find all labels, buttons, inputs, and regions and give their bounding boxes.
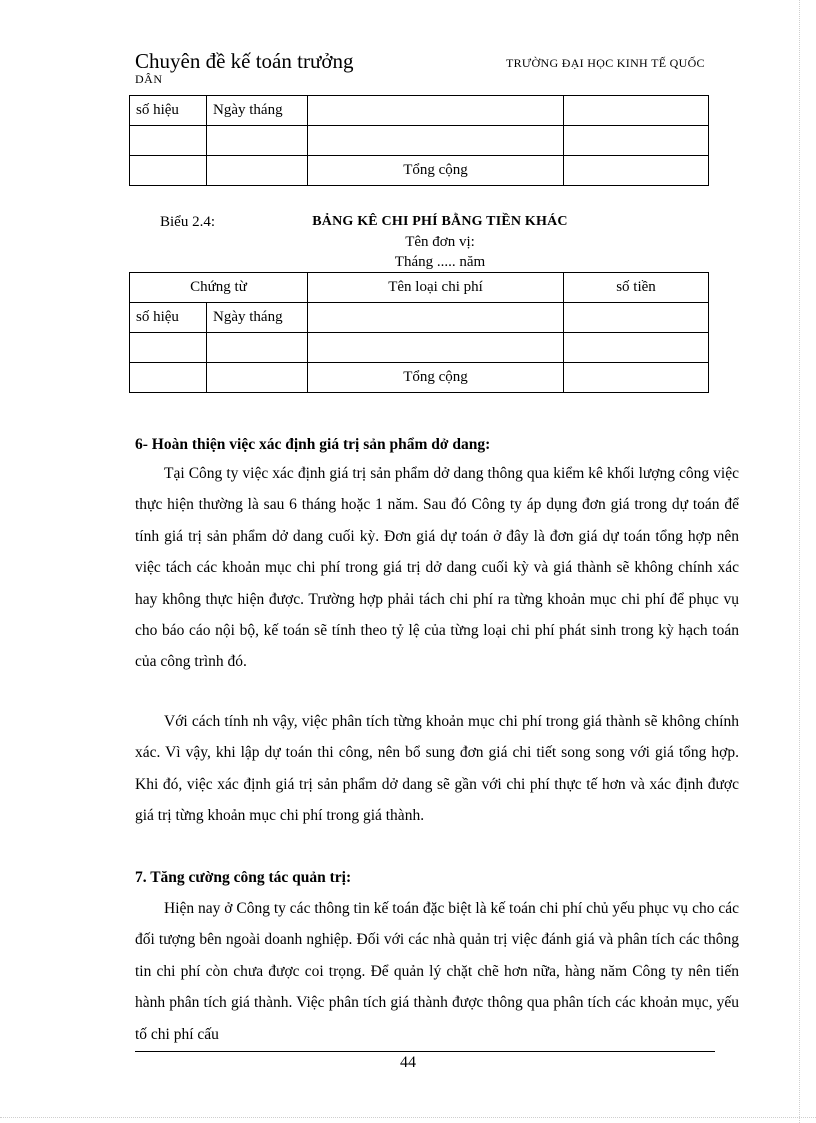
table-cell — [207, 156, 308, 186]
table-row — [130, 96, 709, 126]
table-header-row — [130, 273, 709, 303]
table-cell — [564, 96, 709, 126]
table-row — [130, 363, 709, 393]
total-label: Tổng cộng — [308, 363, 564, 393]
header-title-continuation: DÂN — [135, 72, 163, 86]
table-cell — [130, 363, 207, 393]
table-cell — [564, 333, 709, 363]
table-cell — [564, 363, 709, 393]
section-6-paragraph-1: Tại Công ty việc xác định giá trị sản phẩm dở dang thông qua kiểm kê khối lượng công việc thực hiện thường là sau 6 tháng hoặc 1 năm. Sau đó Công ty áp dụng đơn giá trong dự toán để tính giá trị sản phẩm dở dang cuối kỳ. Đơn giá dự toán ở đây là đơn giá dự toán tổng hợp nên việc tách các khoản mục chi phí trong giá trị dở dang cuối kỳ và giá thành sẽ không chính xác hay không thực hiện được. Trường hợp phải tách chi phí ra từng khoản mục chi phí để phục vụ cho báo cáo nội bộ, kế toán sẽ tính theo tỷ lệ của từng loại chi phí phát sinh trong kỳ hạch toán của công trình đó. — [135, 465, 739, 671]
table-cell — [564, 156, 709, 186]
section-7-paragraph-1: Hiện nay ở Công ty các thông tin kế toán đặc biệt là kế toán chi phí chủ yếu phục vụ cho các đối tượng bên ngoài doanh nghiệp. Đối với các nhà quản trị việc đánh giá và phân tích các thông tin chi phí còn chưa được coi trọng. Để quản lý chặt chẽ hơn nữa, hàng năm Công ty nên tiến hành phân tích giá thành. Việc phân tích giá thành được thông qua phân tích các khoản mục, yếu tố chi phí cấu — [135, 900, 739, 1043]
section-6-heading: 6- Hoàn thiện việc xác định giá trị sản phẩm dở dang: — [135, 436, 491, 453]
footer-divider — [135, 1051, 715, 1052]
unit-name-line: Tên đơn vị: — [405, 234, 475, 250]
table-cell — [130, 156, 207, 186]
table-cell — [564, 303, 709, 333]
table-cell — [564, 126, 709, 156]
table-cell — [308, 333, 564, 363]
page-number: 44 — [400, 1054, 416, 1071]
page-edge-bottom — [0, 1117, 816, 1118]
column-header: số tiền — [564, 273, 709, 303]
table-cell: số hiệu — [130, 96, 207, 126]
section-7-heading: 7. Tăng cường công tác quản trị: — [135, 869, 352, 886]
total-label: Tổng cộng — [308, 156, 564, 186]
page-edge-right — [799, 0, 800, 1123]
header-university: TRƯỜNG ĐẠI HỌC KINH TẾ QUỐC — [506, 56, 705, 70]
table-row — [130, 303, 709, 333]
other-cash-expenses-table — [129, 272, 709, 393]
table-cell: Ngày tháng — [207, 96, 308, 126]
section-6-paragraph-2: Với cách tính nh vậy, việc phân tích từng khoản mục chi phí trong giá thành sẽ không chính xác. Vì vậy, khi lập dự toán thi công, nên bổ sung đơn giá chi tiết song song với giá tổng hợp. Khi đó, việc xác định giá trị sản phẩm dở dang sẽ gần với chi phí thực tế hơn và xác định được giá trị từng khoản mục chi phí trong giá thành. — [135, 713, 739, 825]
column-header: Chứng từ — [130, 273, 308, 303]
table-cell — [207, 363, 308, 393]
table-cell: Ngày tháng — [207, 303, 308, 333]
table-row — [130, 156, 709, 186]
bieu-label: Biểu 2.4: — [160, 214, 215, 230]
period-line: Tháng ..... năm — [394, 254, 486, 270]
column-header: Tên loại chi phí — [308, 273, 564, 303]
table-cell: số hiệu — [130, 303, 207, 333]
table-cell — [207, 333, 308, 363]
table-cell — [308, 303, 564, 333]
table-cell — [308, 96, 564, 126]
table-cell — [308, 126, 564, 156]
table-cell — [207, 126, 308, 156]
table-continuation — [129, 95, 709, 186]
table-row — [130, 333, 709, 363]
table-cell — [130, 126, 207, 156]
table-row — [130, 126, 709, 156]
table-title: BẢNG KÊ CHI PHÍ BẰNG TIỀN KHÁC — [312, 214, 568, 229]
header-title: Chuyên đề kế toán trưởng — [135, 49, 354, 73]
table-cell — [130, 333, 207, 363]
